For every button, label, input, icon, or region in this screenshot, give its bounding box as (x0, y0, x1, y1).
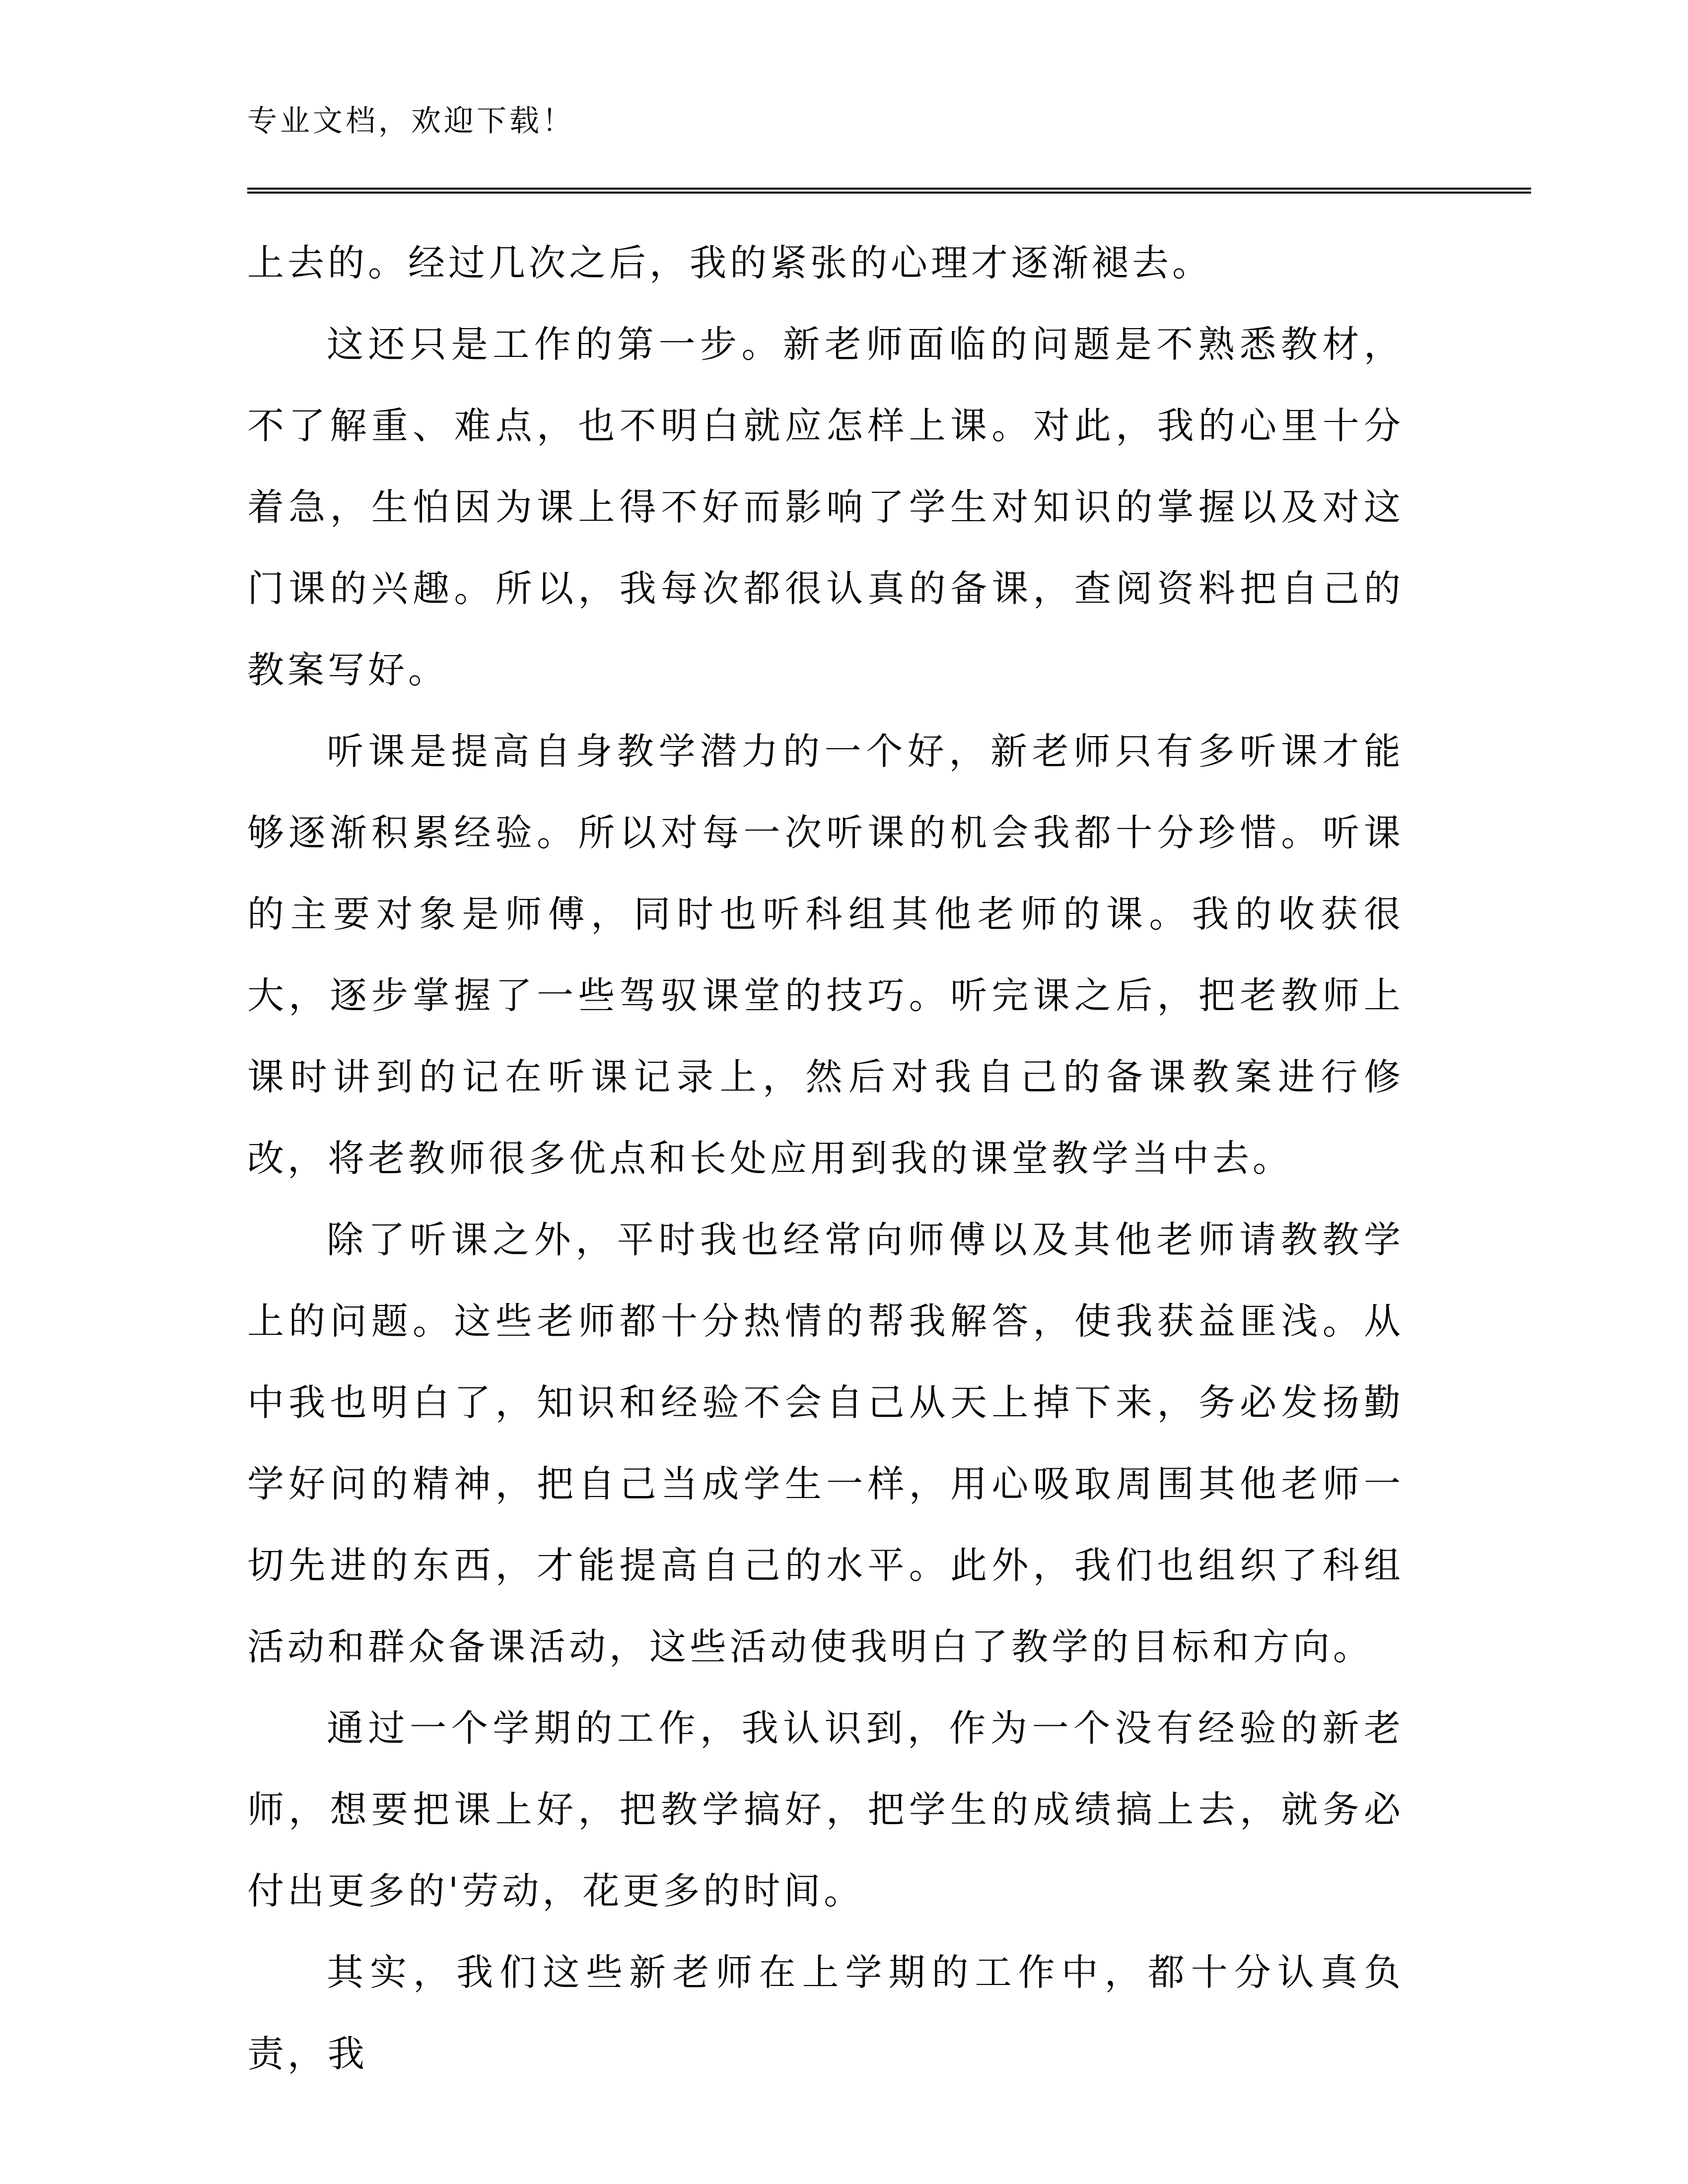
document-body (247, 222, 1404, 2095)
paragraph: 通过一个学期的工作，我认识到，作为一个没有经验的新老师，想要把课上好，把教学搞好，把学生的成绩搞上去，就务必付出更多的'劳动，花更多的时间。 (247, 1707, 1404, 1912)
paragraph: 这还只是工作的第一步。新老师面临的问题是不熟悉教材，不了解重、难点，也不明白就应怎样上课。对此，我的心里十分着急，生怕因为课上得不好而影响了学生对知识的掌握以及对这门课的兴趣。所以，我每次都很认真的备课，查阅资料把自己的教案写好。 (247, 323, 1404, 691)
paragraph: 其实，我们这些新老师在上学期的工作中，都十分认真负责，我 (247, 1951, 1404, 2075)
page-header-text: 专业文档，欢迎下载！ (247, 104, 575, 138)
paragraph-continuation: 上去的。经过几次之后，我的紧张的心理才逐渐褪去。 (247, 242, 1212, 284)
paragraph: 除了听课之外，平时我也经常向师傅以及其他老师请教教学上的问题。这些老师都十分热情的帮我解答，使我获益匪浅。从中我也明白了，知识和经验不会自己从天上掉下来，务必发扬勤学好问的精神，把自己当成学生一样，用心吸取周围其他老师一切先进的东西，才能提高自己的水平。此外，我们也组织了科组活动和群众备课活动，这些活动使我明白了教学的目标和方向。 (247, 1219, 1404, 1668)
header-double-rule (247, 188, 1531, 194)
paragraph: 听课是提高自身教学潜力的一个好，新老师只有多听课才能够逐渐积累经验。所以对每一次听课的机会我都十分珍惜。听课的主要对象是师傅，同时也听科组其他老师的课。我的收获很大，逐步掌握了一些驾驭课堂的技巧。听完课之后，把老教师上课时讲到的记在听课记录上，然后对我自己的备课教案进行修改，将老教师很多优点和长处应用到我的课堂教学当中去。 (247, 730, 1404, 1180)
